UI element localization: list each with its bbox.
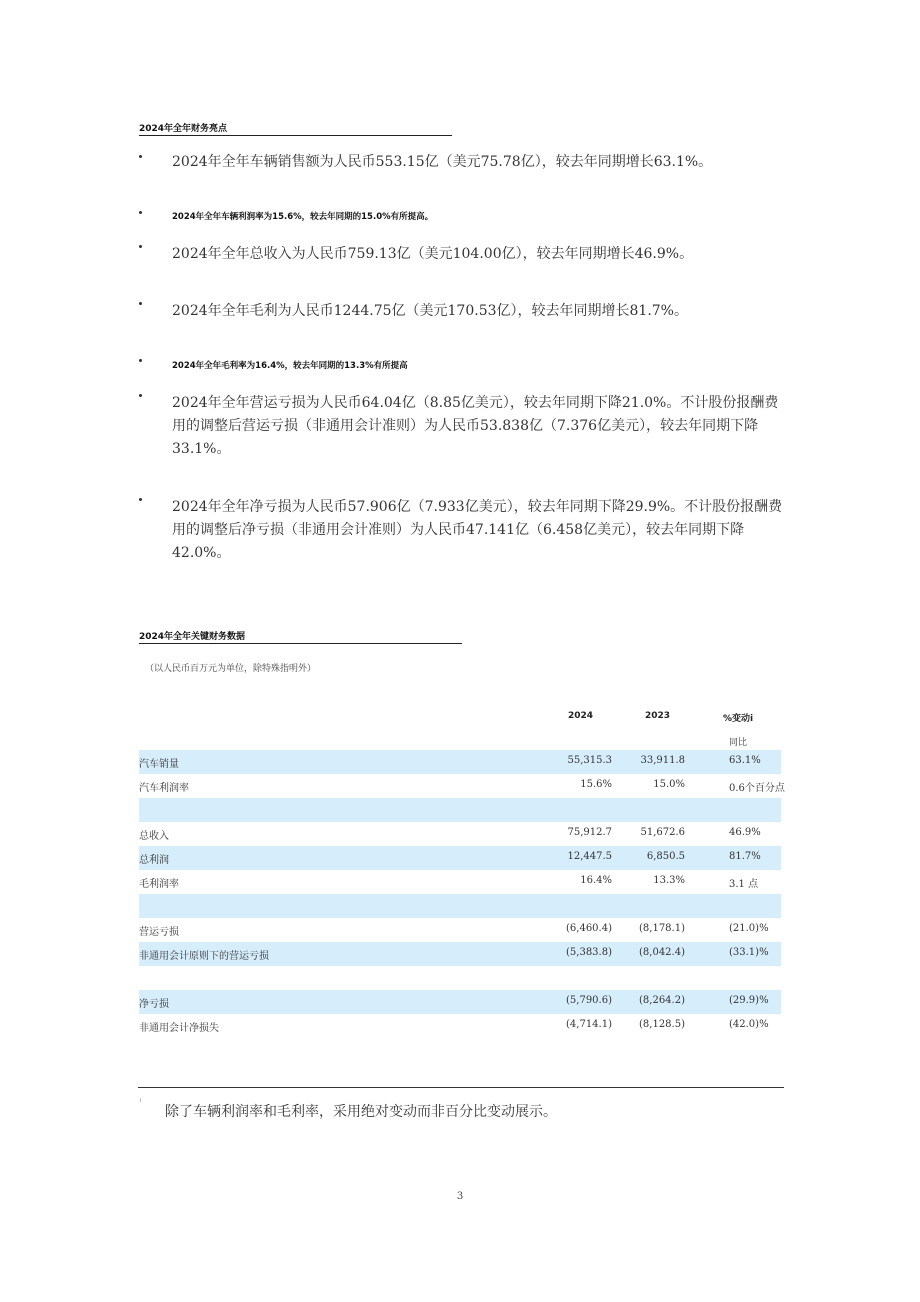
value-2023: 6,850.5 <box>646 851 685 862</box>
bullet-marker <box>139 302 142 305</box>
highlight-bullet: 2024年全年毛利率为16.4%，较去年同期的13.3%有所提高 <box>172 361 408 371</box>
footnote-marker: i <box>140 1098 142 1104</box>
table-row <box>139 942 781 966</box>
row-label: 总利润 <box>139 855 169 866</box>
key-data-title: 2024年全年关键财务数据 <box>139 629 462 644</box>
value-change: (42.0)% <box>729 1019 769 1030</box>
value-2024: 16.4% <box>580 875 612 886</box>
value-change: (29.9)% <box>729 995 769 1006</box>
value-2023: (8,264.2) <box>639 995 685 1006</box>
value-2024: (6,460.4) <box>566 923 612 934</box>
row-label: 毛利润率 <box>139 879 179 890</box>
value-2023: (8,042.4) <box>639 947 685 958</box>
highlight-bullet: 2024年全年净亏损为人民币57.906亿（7.933亿美元），较去年同期下降29.9%。不计股份报酬费用的调整后净亏损（非通用会计准则）为人民币47.141亿（6.458亿美元），较去年同期下降42.0%。 <box>172 499 783 561</box>
unit-note: （以人民币百万元为单位，除特殊指明外） <box>145 664 317 674</box>
value-change: (21.0)% <box>729 923 769 934</box>
value-change: 0.6个百分点 <box>729 783 785 794</box>
value-change: 81.7% <box>729 851 761 862</box>
table-row-spacer <box>139 894 781 918</box>
footnote-divider <box>138 1087 784 1088</box>
bullet-marker <box>139 155 142 158</box>
value-2024: 55,315.3 <box>567 755 612 766</box>
highlight-bullet: 2024年全年营运亏损为人民币64.04亿（8.85亿美元），较去年同期下降21.0%。不计股份报酬费用的调整后营运亏损（非通用会计准则）为人民币53.838亿（7.376亿美元），较去年同期下降33.1%。 <box>172 395 779 457</box>
table-row <box>139 918 781 942</box>
bullet-marker <box>139 359 142 362</box>
value-2023: (8,178.1) <box>639 923 685 934</box>
bullet-marker <box>139 245 142 248</box>
value-change: 3.1 点 <box>729 879 759 890</box>
column-header-2023: 2023 <box>645 711 671 721</box>
value-2024: (5,790.6) <box>566 995 612 1006</box>
table-row <box>139 870 781 894</box>
value-2023: 15.0% <box>653 779 685 790</box>
value-2024: 12,447.5 <box>567 851 612 862</box>
value-2024: (4,714.1) <box>566 1019 612 1030</box>
column-header-2024: 2024 <box>568 711 594 721</box>
row-label: 非通用会计净损失 <box>139 1023 219 1034</box>
value-2023: (8,128.5) <box>639 1019 685 1030</box>
bullet-marker <box>139 394 142 397</box>
row-label: 总收入 <box>139 831 169 842</box>
row-label: 营运亏损 <box>139 927 179 938</box>
column-header-change: %变动i <box>723 714 754 724</box>
highlight-bullet: 2024年全年车辆销售额为人民币553.15亿（美元75.78亿），较去年同期增长63.1%。 <box>172 154 713 170</box>
value-2023: 13.3% <box>653 875 685 886</box>
value-change: (33.1)% <box>729 947 769 958</box>
table-row-spacer <box>139 966 781 990</box>
table-row <box>139 750 781 774</box>
page-number: 3 <box>456 1191 464 1202</box>
table-row <box>139 846 781 870</box>
table-row <box>139 1014 781 1038</box>
row-label: 非通用会计原则下的营运亏损 <box>139 951 269 962</box>
highlight-bullet: 2024年全年车辆利润率为15.6%，较去年同期的15.0%有所提高。 <box>172 212 434 222</box>
bullet-marker <box>139 211 142 214</box>
value-change: 63.1% <box>729 755 761 766</box>
row-label: 汽车销量 <box>139 759 179 770</box>
value-2023: 51,672.6 <box>640 827 685 838</box>
row-label: 汽车利润率 <box>139 783 189 794</box>
bullet-marker <box>139 498 142 501</box>
value-2024: 75,912.7 <box>567 827 612 838</box>
highlight-bullet: 2024年全年毛利为人民币1244.75亿（美元170.53亿），较去年同期增长81.7%。 <box>172 303 688 319</box>
value-2023: 33,911.8 <box>640 755 685 766</box>
column-subheader-yoy: 同比 <box>729 738 748 748</box>
table-row <box>139 774 785 798</box>
value-change: 46.9% <box>729 827 761 838</box>
footnote-text: 除了车辆利润率和毛利率，采用绝对变动而非百分比变动展示。 <box>165 1104 557 1120</box>
table-row <box>139 822 781 846</box>
highlight-bullet: 2024年全年总收入为人民币759.13亿（美元104.00亿），较去年同期增长46.9%。 <box>172 246 694 262</box>
table-row-spacer <box>139 798 781 822</box>
row-label: 净亏损 <box>139 999 169 1010</box>
highlights-title: 2024年全年财务亮点 <box>139 121 452 136</box>
value-2024: (5,383.8) <box>566 947 612 958</box>
value-2024: 15.6% <box>580 779 612 790</box>
table-row <box>139 990 781 1014</box>
